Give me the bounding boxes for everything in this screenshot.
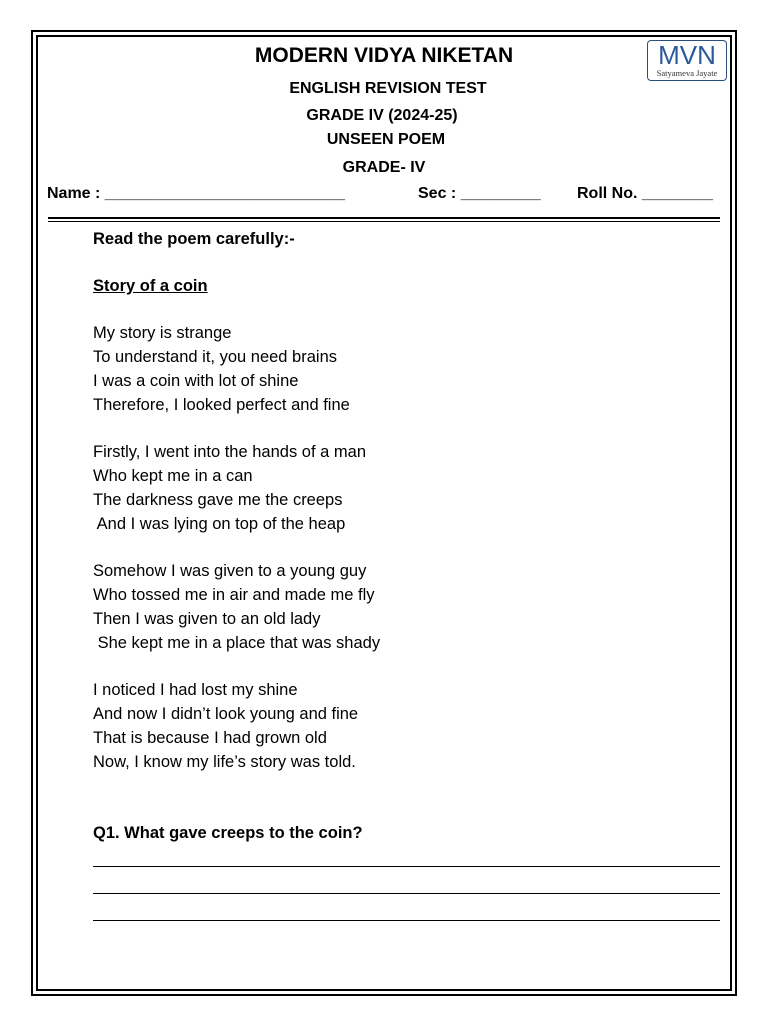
poem-line: The darkness gave me the creeps: [93, 491, 343, 509]
name-field[interactable]: Name : ___________________________: [47, 185, 346, 202]
question-1: Q1. What gave creeps to the coin?: [93, 824, 363, 842]
answer-line-3[interactable]: [93, 920, 720, 921]
poem-line: Who tossed me in air and made me fly: [93, 586, 375, 604]
grade-label: GRADE- IV: [342, 159, 426, 176]
school-logo: [647, 40, 727, 81]
poem-line: My story is strange: [93, 324, 232, 342]
poem-line: I noticed I had lost my shine: [93, 681, 298, 699]
header-divider-thin: [48, 221, 720, 222]
poem-title: Story of a coin: [93, 277, 208, 295]
sec-field[interactable]: Sec : _________: [418, 185, 541, 202]
poem-line: And now I didn’t look young and fine: [93, 705, 359, 723]
section-title: UNSEEN POEM: [326, 131, 446, 148]
grade-year: GRADE IV (2024-25): [306, 107, 458, 124]
instruction: Read the poem carefully:-: [93, 230, 295, 248]
poem-line: That is because I had grown old: [93, 729, 327, 747]
poem-line: Who kept me in a can: [93, 467, 253, 485]
poem-line: To understand it, you need brains: [93, 348, 337, 366]
logo-text: MVN: [658, 40, 716, 70]
poem-line: She kept me in a place that was shady: [93, 634, 381, 652]
poem-line: Firstly, I went into the hands of a man: [93, 443, 366, 461]
poem-line: Then I was given to an old lady: [93, 610, 321, 628]
page-border-inner: [36, 35, 732, 991]
answer-line-2[interactable]: [93, 893, 720, 894]
school-name: MODERN VIDYA NIKETAN: [254, 44, 514, 67]
poem-line: I was a coin with lot of shine: [93, 372, 299, 390]
poem-line: Somehow I was given to a young guy: [93, 562, 367, 580]
poem-line: And I was lying on top of the heap: [93, 515, 346, 533]
header-divider: [48, 217, 720, 219]
logo-motto: Satyameva Jayate: [656, 68, 718, 78]
test-title: ENGLISH REVISION TEST: [289, 80, 487, 97]
roll-field[interactable]: Roll No. ________: [577, 185, 714, 202]
answer-line-1[interactable]: [93, 866, 720, 867]
poem-line: Therefore, I looked perfect and fine: [93, 396, 350, 414]
poem-line: Now, I know my life’s story was told.: [93, 753, 356, 771]
